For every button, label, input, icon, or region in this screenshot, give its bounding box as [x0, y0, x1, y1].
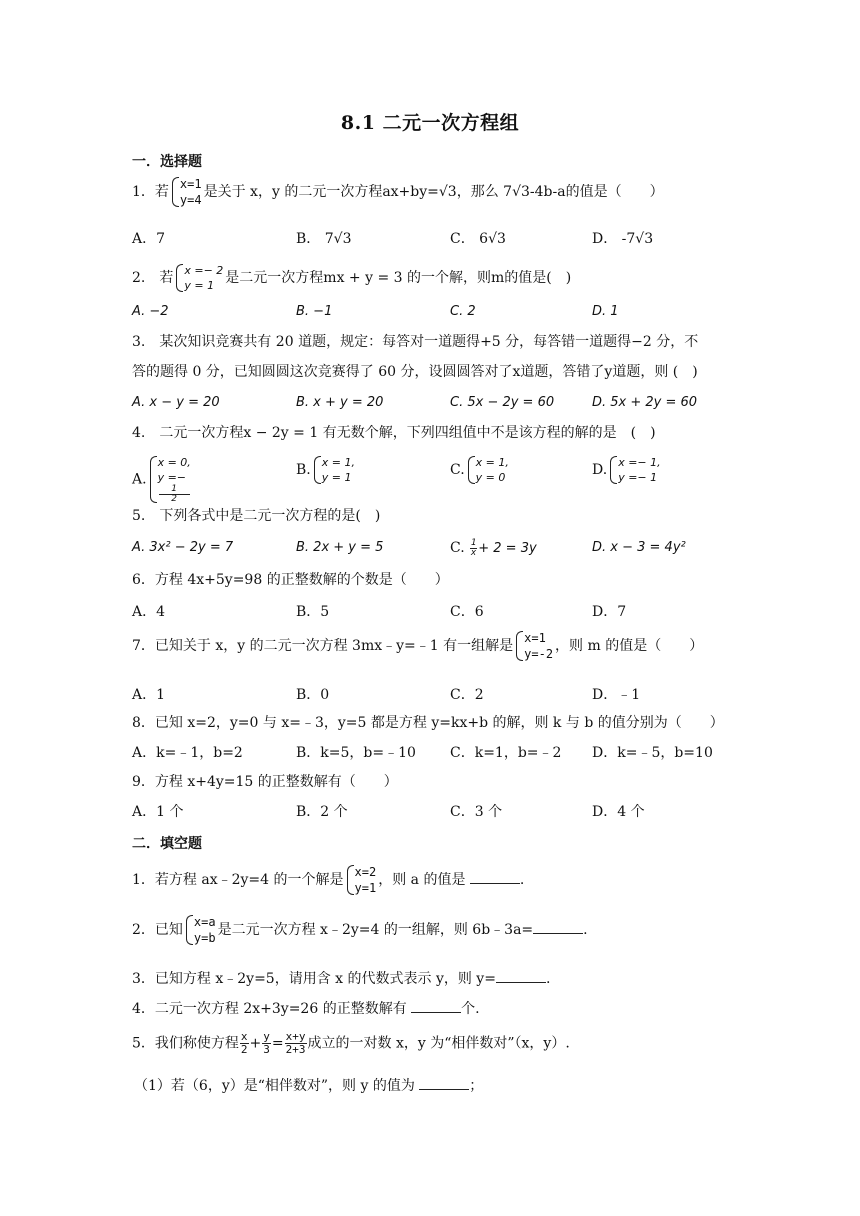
equation-system: x = 0, y =− 1 2 — [149, 455, 191, 504]
option-a[interactable]: A．k=﹣1，b=2 — [132, 745, 243, 761]
question-6: 6．方程 4x+5y=98 的正整数解的个数是（ ） — [132, 572, 449, 588]
question-1 — [132, 176, 664, 208]
option-a[interactable]: A．4 — [132, 604, 166, 620]
option-d[interactable]: D. x − 3 = 4y² — [592, 540, 686, 555]
question-4-options — [132, 451, 732, 504]
section-multiple-choice: 一．选择题 — [132, 154, 202, 170]
page-title: 8.1 二元一次方程组 — [340, 112, 520, 134]
option-b[interactable]: B． 7√3 — [296, 231, 352, 247]
option-d[interactable]: D. x =− 1, y =− 1 — [592, 456, 661, 484]
option-c[interactable]: C． 6√3 — [450, 231, 506, 247]
answer-blank[interactable] — [533, 919, 583, 934]
fill-question-4: 4．二元一次方程 2x+3y=26 的正整数解有 个. — [132, 998, 480, 1019]
equation-system: x =− 2 y = 1 — [175, 263, 223, 293]
question-2-text: 是二元一次方程mx + y = 3 的一个解，则m的值是( ) — [225, 270, 572, 286]
question-9-options — [132, 801, 732, 825]
option-d[interactable]: D．4 个 — [592, 804, 645, 820]
option-b[interactable]: B. x = 1, y = 1 — [296, 456, 355, 484]
option-a[interactable]: A. x = 0, y =− 1 2 — [132, 456, 191, 504]
option-b[interactable]: B. x + y = 20 — [296, 395, 384, 410]
equation-system: x=a y=b — [185, 914, 216, 946]
option-d[interactable]: D．7 — [592, 604, 627, 620]
option-d[interactable]: D. 1 — [592, 304, 619, 319]
question-3-line-2: 答的题得 0 分，已知圆圆这次竞赛得了 60 分，设圆圆答对了x道题，答错了y道题，则 ( ) — [132, 364, 698, 380]
question-8: 8．已知 x=2，y=0 与 x=﹣3，y=5 都是方程 y=kx+b 的解，则 k 与 b 的值分别为（ ） — [132, 715, 724, 731]
equation-system: x=2 y=1 — [346, 864, 377, 896]
fraction: $\frac{x+y}{2+3}$ — [285, 1030, 306, 1056]
question-3-options — [132, 392, 732, 416]
option-a[interactable]: A．7 — [132, 231, 166, 247]
option-b[interactable]: B．k=5，b=﹣10 — [296, 745, 416, 761]
answer-blank[interactable] — [419, 1075, 469, 1090]
question-2 — [132, 263, 571, 293]
option-b[interactable]: B. 2x + y = 5 — [296, 540, 384, 555]
question-2-prefix: 2. 若 — [132, 270, 174, 286]
question-8-options — [132, 742, 732, 766]
question-7: 7．已知关于 x，y 的二元一次方程 3mx﹣y=﹣1 有一组解是 x=1 y=-2 ，则 m 的值是（ ） — [132, 631, 704, 661]
question-9: 9．方程 x+4y=15 的正整数解有（ ） — [132, 774, 398, 790]
question-1-text: 是关于 x，y 的二元一次方程ax+by=√3，那么 7√3-4b-a的值是（ ） — [203, 184, 664, 200]
option-c[interactable]: C．6 — [450, 604, 484, 620]
option-d[interactable]: D． -7√3 — [592, 231, 654, 247]
question-3-line-1: 3. 某次知识竞赛共有 20 道题，规定：每答对一道题得+5 分，每答错一道题得−2 分，不 — [132, 334, 699, 350]
option-c[interactable]: C．2 — [450, 687, 484, 703]
option-c[interactable]: C. x = 1, y = 0 — [450, 456, 509, 484]
option-c[interactable]: C．3 个 — [450, 804, 503, 820]
option-b[interactable]: B．5 — [296, 604, 330, 620]
equation-system: x=1 y=4 — [171, 176, 202, 208]
option-a[interactable]: A. x − y = 20 — [132, 395, 220, 410]
option-a[interactable]: A．1 — [132, 687, 166, 703]
question-5-options — [132, 537, 732, 561]
option-d[interactable]: D．﹣1 — [592, 687, 641, 703]
fill-question-1: 1．若方程 ax﹣2y=4 的一个解是 x=2 y=1 ，则 a 的值是 . — [132, 865, 525, 895]
answer-blank[interactable] — [470, 869, 520, 884]
question-5: 5. 下列各式中是二元一次方程的是( ) — [132, 508, 381, 524]
equation-system: x = 1, y = 1 — [313, 455, 355, 485]
fill-question-5-part-1: （1）若（6，y）是“相伴数对”，则 y 的值为 ； — [134, 1075, 483, 1096]
question-4: 4. 二元一次方程x − 2y = 1 有无数个解，下列四组值中不是该方程的解的是 ( ) — [132, 425, 656, 441]
fill-question-5: 5．我们称使方程 $\frac{x}{2}$ + $\frac{y}{3}$ = $\frac{x+y}{2+3}$ 成立的一对数 x，y 为“相伴数对”（x，y）. — [132, 1030, 570, 1056]
option-c[interactable]: C. $\frac{1}{x}$ + 2 = 3y — [450, 538, 537, 558]
fill-question-2: 2．已知 x=a y=b 是二元一次方程 x﹣2y=4 的一组解，则 6b﹣3a= . — [132, 915, 588, 945]
question-1-options — [132, 228, 732, 252]
option-b[interactable]: B．0 — [296, 687, 330, 703]
section-fill-in: 二．填空题 — [132, 836, 202, 852]
question-1-prefix: 1．若 — [132, 184, 169, 200]
equation-system: x =− 1, y =− 1 — [609, 455, 660, 485]
answer-blank[interactable] — [411, 998, 461, 1013]
option-c[interactable]: C．k=1，b=﹣2 — [450, 745, 562, 761]
option-c[interactable]: C. 2 — [450, 304, 476, 319]
option-d[interactable]: D. 5x + 2y = 60 — [592, 395, 698, 410]
question-7-options — [132, 684, 732, 708]
option-d[interactable]: D．k=﹣5，b=10 — [592, 745, 713, 761]
fill-question-3: 3．已知方程 x﹣2y=5，请用含 x 的代数式表示 y，则 y= . — [132, 968, 550, 989]
answer-blank[interactable] — [496, 968, 546, 983]
equation-system: x = 1, y = 0 — [467, 455, 509, 485]
option-a[interactable]: A. −2 — [132, 304, 169, 319]
question-2-options — [132, 301, 732, 325]
option-c[interactable]: C. 5x − 2y = 60 — [450, 395, 555, 410]
option-b[interactable]: B. −1 — [296, 304, 333, 319]
fraction: $\frac{x}{2}$ — [240, 1030, 248, 1056]
question-6-options — [132, 601, 732, 625]
option-a[interactable]: A．1 个 — [132, 804, 184, 820]
option-a[interactable]: A. 3x² − 2y = 7 — [132, 540, 234, 555]
equation-system: x=1 y=-2 — [515, 630, 553, 662]
option-b[interactable]: B．2 个 — [296, 804, 348, 820]
fraction: $\frac{y}{3}$ — [263, 1030, 270, 1056]
